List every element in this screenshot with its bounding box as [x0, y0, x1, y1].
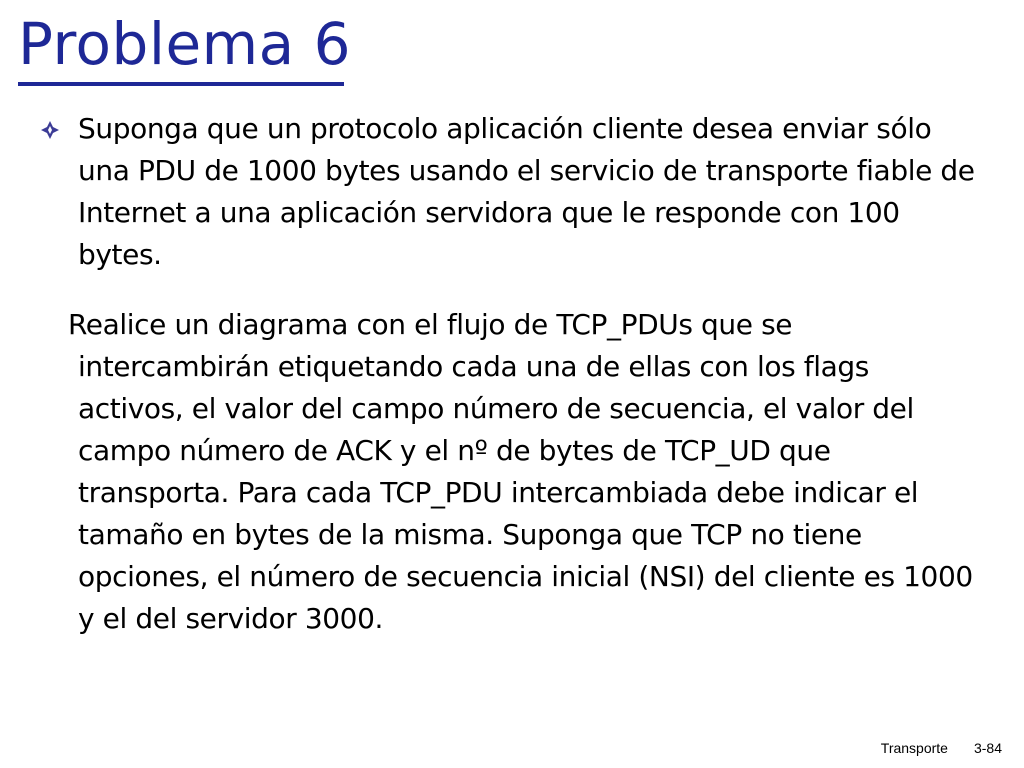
diamond-bullet-icon: [40, 120, 60, 140]
bullet-item: [40, 108, 980, 276]
paragraph-item: [40, 304, 980, 640]
slide-title: Problema 6: [18, 10, 352, 78]
title-underline: [18, 82, 344, 86]
footer-page-number: 3-84: [973, 740, 1002, 756]
bullet-text: Suponga que un protocolo aplicación cliente desea enviar sólo una PDU de 1000 bytes usando el servicio de transporte fiable de Internet a una aplicación servidora que le responde con 100 bytes.: [78, 112, 975, 271]
footer-section: Transporte: [880, 740, 948, 756]
slide-content: [40, 108, 980, 640]
paragraph-text: Realice un diagrama con el flujo de TCP_PDUs que se intercambirán etiquetando cada una de ellas con los flags activos, el valor del campo número de secuencia, el valor del campo número de ACK y el nº de bytes de TCP_UD que transporta. Para cada TCP_PDU intercambiada debe indicar el tamaño en bytes de la misma. Suponga que TCP no tiene opciones, el número de secuencia inicial (NSI) del cliente es 1000 y el del servidor 3000.: [68, 308, 973, 635]
slide-footer: [855, 740, 1002, 756]
